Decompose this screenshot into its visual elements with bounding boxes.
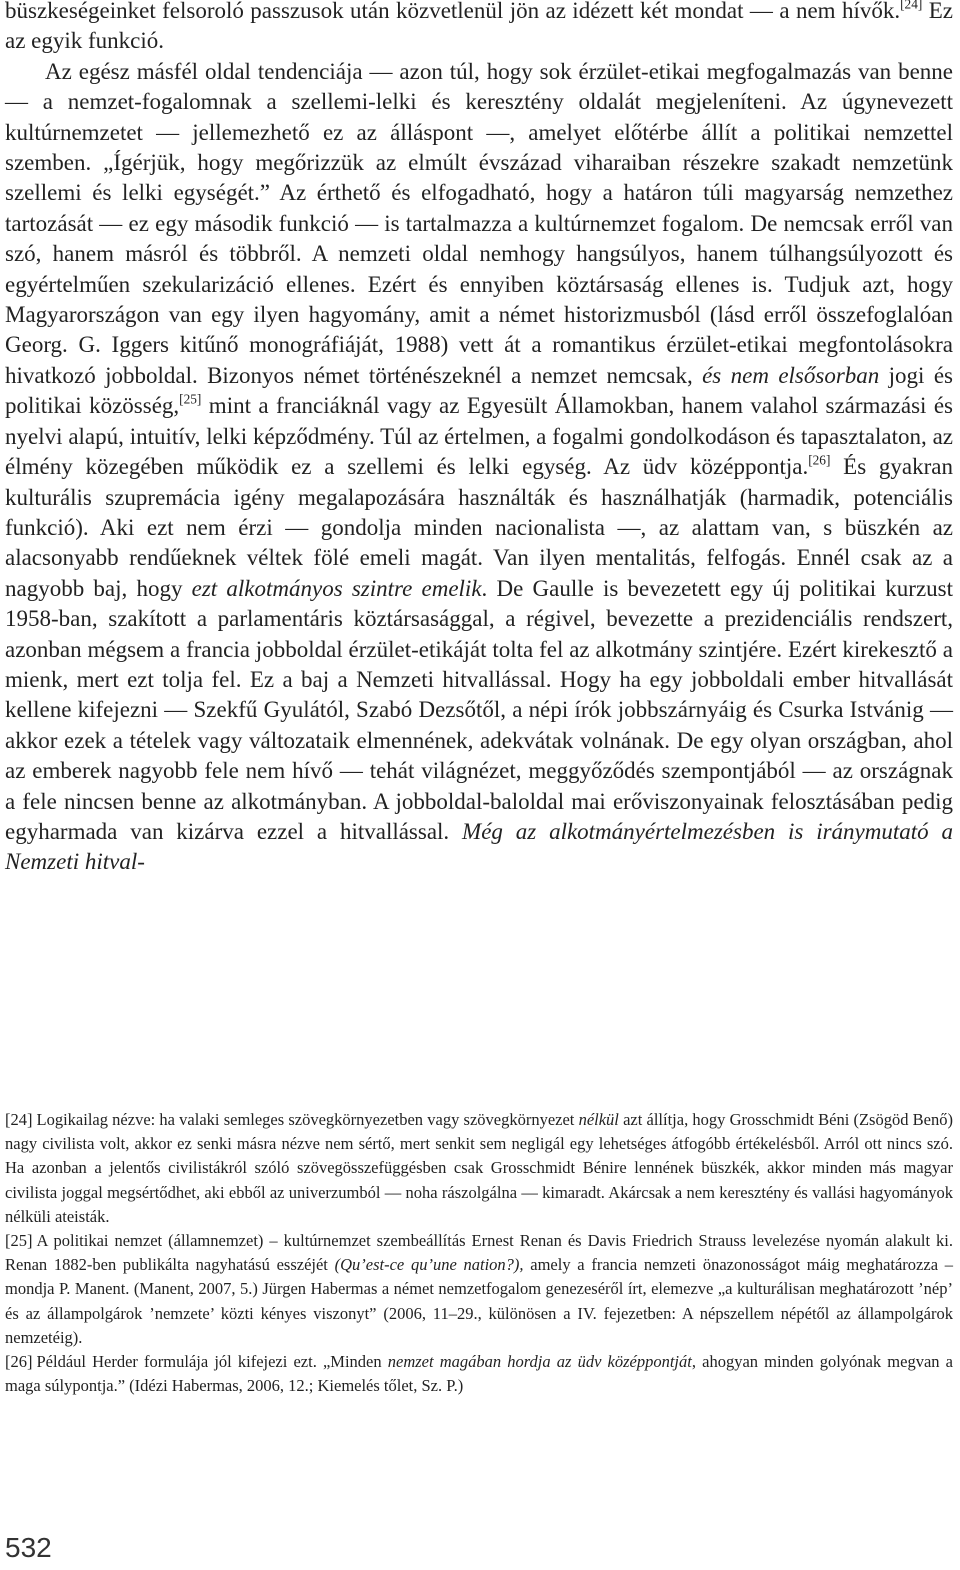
footnote-text-run: Logikailag nézve: ha valaki semleges szövegkörnyezetben vagy szövegkörnyezet: [36, 1110, 579, 1129]
footnote-mark: [24]: [5, 1110, 33, 1129]
footnote-25: [5, 1229, 953, 1350]
body-text-run: mint a franciáknál vagy az Egyesült Államokban, hanem valahol származási és nyelvi alapú, intuitív, lelki képződmény. Túl az értelmen, a fogalmi gondolkodáson és tapasztalaton, az élmény közegében működik ez a szellemi és lelki egység. Az üdv középpontja.: [5, 393, 953, 480]
body-paragraph: [5, 0, 953, 57]
footnote-ref-24[interactable]: [24]: [900, 0, 923, 12]
emphasis-text: ezt alkotmányos szintre emelik: [191, 575, 482, 601]
body-text-run: . De Gaulle is bevezetett egy új politikai kurzust 1958-ban, szakított a parlamentáris köztársasággal, a régivel, bevezette a prezidenciális rendszert, azonban mégsem a francia jobboldal érzület-etikáját tolta fel az alkotmány szintjére. Ezért kirekesztő a mienk, mert ezt tolja fel. Ez a baj a Nemzeti hitvallással. Hogy ha egy jobboldali ember hitvallását kellene kifejezni — Szekfű Gyulától, Szabó Dezsőtől, a népi írók jobbszárnyáig és Csurka Istvánig — akkor ezek a tételek vagy változataik elmennének, adekvátak volnának. De egy olyan országban, ahol az emberek nagyobb fele nem hívő — tehát világnézet, meggyőződés szempontjából — az országnak a fele nincsen benne az alkotmányban. A jobboldal-baloldal mai erőviszonyainak felosztásában pedig egyharmada van kizárva ezzel a hitvallással.: [5, 575, 953, 844]
footnote-mark: [25]: [5, 1231, 33, 1251]
footnote-ref-26[interactable]: [26]: [808, 452, 831, 468]
page-number: 532: [5, 1532, 52, 1563]
footnote-24: [5, 1108, 953, 1229]
emphasis-text: nélkül: [578, 1110, 619, 1129]
body-text: [5, 0, 953, 878]
footnote-text-run: amely a francia nemzeti önazonosságot máig meghatározza – mondja P. Manent. (Manent, 2007, 5.) Jürgen Habermas a német nemzetfogalom genezeséről írt, elemezve „a kulturálisan meghatározott ’nép’ és az állampolgárok ’nemzete’ közti kényes viszonyt” (2006, 11–29., különösen a IV. fejezetben: A népszellem népétől az állampolgárok nemzetéig).: [5, 1255, 953, 1347]
footnote-text-run: azt állítja, hogy Grosschmidt Béni (Zsögöd Benő) nagy civilista volt, akkor ez senki másra nézve nem sértő, mert senkit sem negligál egy lehetséges átfogóbb értékelésből. Arról ott nincs szó. Ha azonban a jelentős civilistákról szóló szövegösszefüggésben csak Grosschmidt Bénire lennének büszkék, akkor minden más magyar civilista joggal megsértődhet, aki ebből az univerzumból — noha rászolgálna — kimaradt. Akárcsak a nem keresztény és vallási hagyományok nélküli ateisták.: [5, 1110, 953, 1226]
footnote-text-run: A politikai nemzet (államnemzet) – kultúrnemzet szembeállítás Ernest Renan és Davis Friedrich Strauss levelezése nyomán alakult ki. Renan 1882-ben publikálta nagyhatású esszéjét: [5, 1231, 953, 1275]
body-text-run: jogi és politikai közösség,: [5, 362, 953, 419]
footnote-26: [5, 1350, 953, 1398]
emphasis-text: Még az alkotmányértelmezésben is iránymutató a Nemzeti hitval-: [5, 818, 953, 875]
body-text-run: És gyakran kulturális szupremácia igény megalapozására használták és használhatják (harmadik, potenciális funkció). Aki ezt nem érzi — gondolja minden nacionalista —, az alattam van, s büszkén az alacsonyabb rendűeknek véltek fölé emeli magát. Van ilyen mentalitás, felfogás. Ennél csak az a nagyobb baj, hogy: [5, 454, 954, 601]
body-text-run: büszkeségeinket felsoroló passzusok után közvetlenül jön az idézett két mondat — a nem hívők.: [5, 0, 901, 23]
footnote-mark: [26]: [5, 1352, 33, 1372]
footnote-text-run: , ahogyan minden golyónak megvan a maga súlypontja.” (Idézi Habermas, 2006, 12.; Kiemelés tőlet, Sz. P.): [5, 1352, 953, 1396]
footnote-ref-25[interactable]: [25]: [179, 391, 202, 407]
emphasis-text: (Qu’est-ce qu’une nation?),: [334, 1255, 524, 1275]
body-text-run: Ez az egyik funkció.: [5, 0, 953, 54]
body-paragraph: [5, 57, 953, 878]
footnotes-section: [5, 1108, 953, 1398]
footnote-text-run: Például Herder formulája jól kifejezi ezt. „Minden: [36, 1352, 388, 1372]
body-text-run: Az egész másfél oldal tendenciája — azon túl, hogy sok érzület-etikai megfogalmazás van benne — a nemzet-fogalomnak a szellemi-lelki és keresztény oldalát megjeleníteni. Az úgynevezett kultúrnemzetet — jellemezhető ez az álláspont —, amelyet előtérbe állít a politikai nemzettel szemben. „Ígérjük, hogy megőrizzük az elmúlt évszázad viharaiban részekre szakadt nemzetünk szellemi és lelki egységét.” Az érthető és elfogadható, hogy a határon túli magyarság nemzethez tartozását — ez egy második funkció — is tartalmazza a kultúrnemzet fogalom. De nemcsak erről van szó, hanem másról és többről. A nemzeti oldal nemhogy hangsúlyos, hanem túlhangsúlyozott és egyértelműen szekularizáció ellenes. Ezért és ennyiben köztársaság ellenes is. Tudjuk azt, hogy Magyarországon van egy ilyen hagyomány, amit a német historizmusból (lásd erről összefoglalóan Georg. G. Iggers kitűnő monográfiáját, 1988) vett át a romantikus érzület-etikai megfontolásokra hivatkozó jobboldal. Bizonyos német történészeknél a nemzet nemcsak,: [5, 58, 953, 388]
emphasis-text: nemzet magában hordja az üdv középpontját: [387, 1352, 692, 1372]
emphasis-text: és nem elsősorban: [702, 362, 880, 388]
